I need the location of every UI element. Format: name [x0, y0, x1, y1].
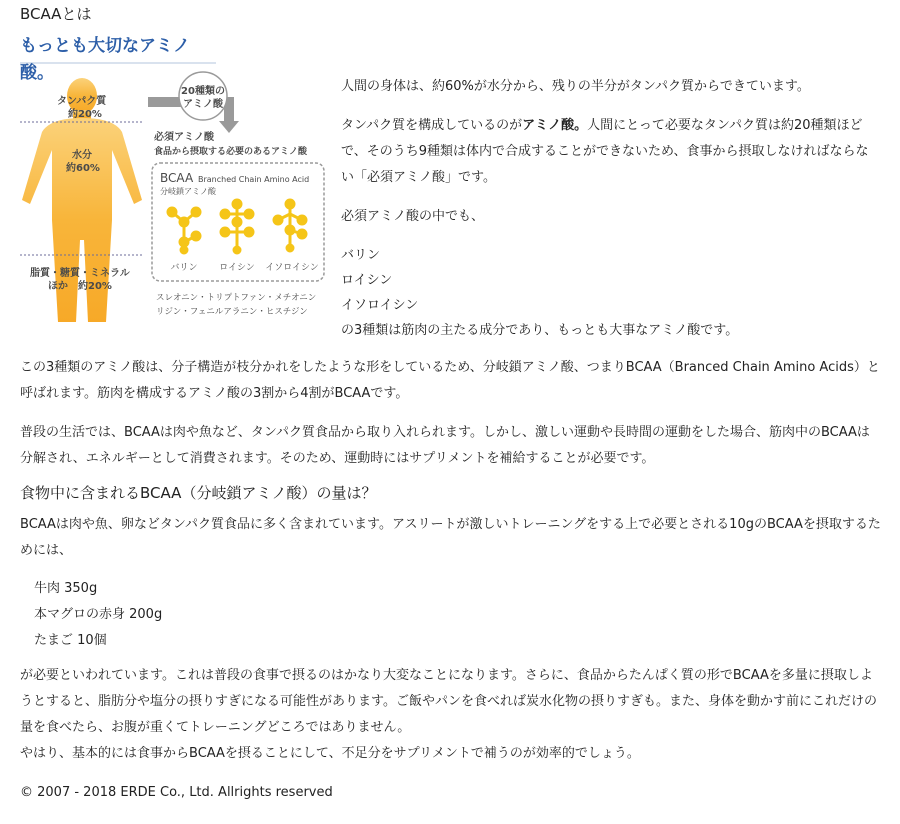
paragraph-text: この3種類のアミノ酸は、分子構造が枝分かれをしたような形をしているため、分岐鎖アミノ酸、つまりBCAA（Branced Chain Amino Acids）と呼ばれます。筋肉を構成するアミノ酸の3割から4割がBCAAです。 [20, 360, 880, 401]
molecule-label-valine: バリン [170, 263, 198, 273]
molecule-label-isoleucine: イソロイシン [265, 263, 319, 273]
intro-paragraph-3: 必須アミノ酸の中でも、 [341, 209, 485, 224]
amino-count-line2: アミノ酸 [183, 99, 223, 110]
list-item: ロイシン [341, 273, 393, 288]
paragraph-text: 普段の生活では、BCAAは肉や魚など、タンパク質食品から取り入れられます。しかし、激しい運動や長時間の運動をした場合、筋肉中のBCAAは分解され、エネルギーとして消費されます。そのため、運動時にはサプリメントを補給することが必要です。 [20, 425, 870, 466]
intro-p2-bold: アミノ酸。 [522, 118, 588, 133]
intro-p2-before: タンパク質を構成しているのが [341, 118, 523, 133]
page-title: BCAAとは [20, 5, 92, 23]
food-list [34, 576, 162, 654]
amino-count-line1: 20種類の [181, 86, 225, 97]
subtitle-banner [20, 34, 216, 83]
other-label: 脂質・糖質・ミネラル [30, 268, 130, 279]
bcaa-title: BCAA [160, 171, 194, 185]
list-item: イソロイシン [341, 298, 419, 313]
bcaa-jp: 分岐鎖アミノ酸 [160, 187, 216, 196]
copyright-footer: © 2007 - 2018 ERDE Co., Ltd. Allrights reserved [20, 785, 333, 800]
paragraph-bcaa-definition [20, 355, 882, 407]
intro-paragraph-2 [341, 113, 881, 191]
protein-pct: 約20% [68, 109, 102, 120]
protein-label: タンパク質 [57, 96, 107, 107]
other-essential-line1: スレオニン・トリプトファン・メチオニン [156, 293, 317, 303]
paragraph-daily-life [20, 420, 882, 472]
bcaa-illustration [20, 70, 330, 330]
subtitle-text: もっとも大切なアミノ酸。 [20, 36, 190, 83]
water-label: 水分 [72, 150, 92, 161]
other-essential-line2: リジン・フェニルアラニン・ヒスチジン [156, 307, 308, 317]
paragraph-text: やはり、基本的には食事からBCAAを摂ることにして、不足分をサプリメントで補うのが効率的でしょう。 [20, 746, 640, 761]
list-item: 本マグロの赤身 200g [34, 607, 163, 622]
paragraph-food-intro [20, 512, 882, 564]
paragraph-text: が必要といわれています。これは普段の食事で摂るのはかなり大変なことになります。さらに、食品からたんぱく質の形でBCAAを多量に摂取しようとすると、脂肪分や塩分の摂りすぎになる可能性があります。ご飯やパンを食べれば炭水化物の摂りすぎも。また、身体を動かす前にこれだけの量を食べたら、お腹が重くてトレーニングどころではありません。 [20, 668, 877, 735]
water-pct: 約60% [66, 163, 100, 174]
essential-desc: 食品から摂取する必要のあるアミノ酸 [154, 147, 308, 157]
paragraph-text: BCAAは肉や魚、卵などタンパク質食品に多く含まれています。アスリートが激しいトレーニングをする上で必要とされる10gのBCAAを摂取するためには、 [20, 517, 881, 558]
list-item: バリン [341, 248, 381, 263]
amino-acid-list [341, 243, 881, 343]
list-item: たまご 10個 [34, 633, 107, 648]
intro-text [341, 74, 881, 343]
intro-p2-after: 人間にとって必要なタンパク質は約20種類ほどで、そのうち9種類は体内で合成することができないため、食事から摂取しなければならない「必須アミノ酸」です。 [341, 118, 869, 185]
other-pct: ほか 約20% [48, 281, 112, 292]
list-item: 牛肉 350g [34, 581, 98, 596]
intro-paragraph-4: の3種類は筋肉の主たる成分であり、もっとも大事なアミノ酸です。 [341, 323, 739, 338]
paragraph-conclusion [20, 663, 882, 767]
section-heading: 食物中に含まれるBCAA（分岐鎖アミノ酸）の量は？ [20, 484, 377, 502]
bcaa-en: Branched Chain Amino Acid [198, 175, 310, 184]
intro-paragraph-1: 人間の身体は、約60%が水分から、残りの半分がタンパク質からできています。 [341, 79, 810, 94]
essential-title: 必須アミノ酸 [154, 132, 214, 143]
molecule-label-leucine: ロイシン [219, 263, 255, 273]
